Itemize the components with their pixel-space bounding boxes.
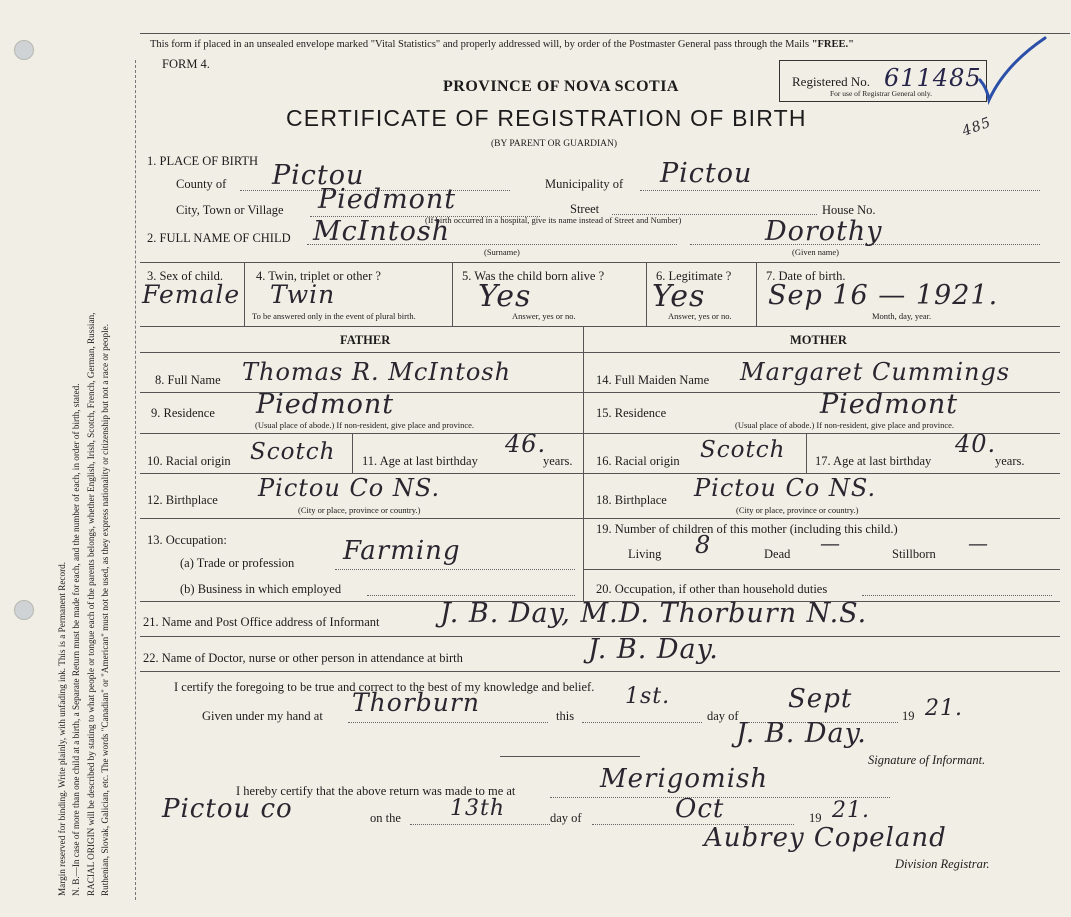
- place-of-birth-label: 1. PLACE OF BIRTH: [147, 154, 259, 168]
- certify-separator: [500, 756, 640, 757]
- living-label: Living: [628, 547, 662, 561]
- doctor-rule: [140, 671, 1060, 672]
- page-title: CERTIFICATE OF REGISTRATION OF BIRTH: [286, 105, 807, 131]
- sex-label: 3. Sex of child.: [147, 269, 224, 283]
- living-value: 8: [695, 531, 712, 559]
- binding-hole: [14, 40, 34, 60]
- mother-row-rule: [583, 569, 1060, 570]
- certify-year-prefix: 19: [902, 709, 915, 723]
- registrar-day-of-label: day of: [550, 811, 582, 825]
- stillborn-value: —: [968, 531, 989, 555]
- father-residence-value: Piedmont: [256, 389, 395, 420]
- city-value: Piedmont: [318, 184, 457, 215]
- municipality-value: Pictou: [660, 158, 753, 189]
- registrar-signature: Aubrey Copeland: [704, 823, 947, 853]
- father-trade-label: (a) Trade or profession: [180, 556, 295, 570]
- father-racial-divider: [352, 433, 353, 473]
- county-value: Pictou: [272, 160, 365, 191]
- form-number: FORM 4.: [162, 57, 210, 71]
- registrar-signature-caption: Division Registrar.: [895, 857, 990, 871]
- father-birthplace-value: Pictou Co NS.: [258, 474, 441, 502]
- hospital-note: (If birth occurred in a hospital, give its name instead of Street and Number): [425, 215, 682, 225]
- doctor-label: 22. Name of Doctor, nurse or other person in attendance at birth: [143, 651, 463, 665]
- registrar-year-prefix: 19: [809, 811, 822, 825]
- legitimate-label: 6. Legitimate ?: [656, 269, 732, 283]
- alive-note: Answer, yes or no.: [512, 311, 576, 321]
- registered-no-value: 611485: [884, 64, 982, 92]
- mother-residence-value: Piedmont: [820, 389, 959, 420]
- certify-day-of-label: day of: [707, 709, 739, 723]
- certify-statement: I certify the foregoing to be true and correct to the best of my knowledge and belief.: [174, 680, 595, 694]
- row3-divider: [646, 262, 647, 326]
- father-name-value: Thomas R. McIntosh: [242, 358, 512, 386]
- alive-label: 5. Was the child born alive ?: [462, 269, 605, 283]
- legitimate-value: Yes: [652, 279, 706, 314]
- mother-birthplace-value: Pictou Co NS.: [694, 474, 877, 502]
- father-row-rule: [140, 518, 583, 519]
- father-birthplace-label: 12. Birthplace: [147, 493, 218, 507]
- father-residence-note: (Usual place of abode.) If non-resident, give place and province.: [255, 420, 475, 430]
- father-name-label: 8. Full Name: [155, 373, 221, 387]
- registrar-county-value: Pictou co: [162, 794, 293, 824]
- certify-month-value: Sept: [788, 684, 853, 714]
- doctor-value: J. B. Day.: [588, 634, 719, 665]
- row3-divider: [452, 262, 453, 326]
- municipality-label: Municipality of: [545, 177, 624, 191]
- row3-bottom-rule: [140, 326, 1060, 327]
- certify-place-line: [348, 722, 548, 723]
- mother-racial-value: Scotch: [700, 437, 786, 463]
- certify-place-value: Thorburn: [352, 688, 480, 717]
- twin-note: To be answered only in the event of plural birth.: [252, 311, 416, 321]
- registrar-day-value: 13th: [450, 796, 506, 821]
- mother-name-value: Margaret Cummings: [740, 358, 1011, 386]
- mother-row-rule: [583, 518, 1060, 519]
- page-subtitle: (BY PARENT OR GUARDIAN): [491, 139, 618, 149]
- given-name-caption: (Given name): [792, 247, 839, 257]
- child-name-label: 2. FULL NAME OF CHILD: [147, 231, 291, 245]
- registrar-month-value: Oct: [675, 794, 725, 824]
- mother-racial-label: 16. Racial origin: [596, 454, 680, 468]
- mother-children-label: 19. Number of children of this mother (including this child.): [596, 522, 898, 536]
- municipality-line: [640, 190, 1040, 191]
- registrar-statement: I hereby certify that the above return was made to me at: [236, 784, 516, 798]
- parents-divider: [583, 326, 584, 601]
- father-occupation-label: 13. Occupation:: [147, 533, 227, 547]
- parents-heading-rule: [140, 352, 1060, 353]
- corner-mark: 485: [960, 114, 994, 140]
- father-business-line: [367, 595, 575, 596]
- province-heading: PROVINCE OF NOVA SCOTIA: [443, 78, 679, 95]
- mother-birthplace-note: (City or place, province or country.): [736, 505, 859, 515]
- house-no-label: House No.: [822, 203, 876, 217]
- binding-margin-line: [135, 60, 136, 900]
- informant-signature: J. B. Day.: [736, 718, 867, 749]
- certify-day-line: [582, 722, 702, 723]
- margin-instructions: [55, 16, 112, 896]
- row3-divider: [756, 262, 757, 326]
- date-value: Sep 16 — 1921.: [768, 280, 999, 311]
- stillborn-label: Stillborn: [892, 547, 936, 561]
- child-surname-value: McIntosh: [313, 216, 451, 247]
- father-racial-label: 10. Racial origin: [147, 454, 231, 468]
- registered-no-label: Registered No.: [792, 74, 870, 89]
- mother-occupation-label: 20. Occupation, if other than household duties: [596, 582, 828, 596]
- informant-value: J. B. Day, M.D. Thorburn N.S.: [440, 598, 868, 629]
- row3-divider: [244, 262, 245, 326]
- mother-age-label: 17. Age at last birthday: [815, 454, 932, 468]
- binding-hole: [14, 600, 34, 620]
- top-rule: [140, 33, 1070, 34]
- informant-label: 21. Name and Post Office address of Informant: [143, 615, 380, 629]
- father-heading: FATHER: [340, 333, 391, 347]
- twin-value: Twin: [270, 280, 336, 309]
- twin-label: 4. Twin, triplet or other ?: [256, 269, 381, 283]
- father-trade-line: [335, 569, 575, 570]
- mother-occupation-line: [862, 595, 1052, 596]
- mother-name-label: 14. Full Maiden Name: [596, 373, 710, 387]
- father-birthplace-note: (City or place, province or country.): [298, 505, 421, 515]
- registrar-day-line: [410, 824, 550, 825]
- father-years: years.: [543, 454, 573, 468]
- registrar-place-value: Merigomish: [600, 764, 769, 794]
- given-under-label: Given under my hand at: [202, 709, 323, 723]
- alive-value: Yes: [478, 279, 532, 314]
- legitimate-note: Answer, yes or no.: [668, 311, 732, 321]
- county-label: County of: [176, 177, 227, 191]
- date-label: 7. Date of birth.: [766, 269, 846, 283]
- street-label: Street: [570, 202, 600, 216]
- surname-caption: (Surname): [484, 247, 520, 257]
- check-mark-icon: [975, 30, 1055, 110]
- dead-value: —: [820, 531, 841, 555]
- certify-this-label: this: [556, 709, 575, 723]
- father-residence-label: 9. Residence: [151, 406, 215, 420]
- mother-heading: MOTHER: [790, 333, 847, 347]
- margin-line: N. B.—In case of more than one child at a birth, a Separate Return must be made for each, and the number of each, in order of birth, stated.: [71, 383, 82, 896]
- dead-label: Dead: [764, 547, 791, 561]
- mother-birthplace-label: 18. Birthplace: [596, 493, 667, 507]
- sex-value: Female: [142, 280, 241, 309]
- mother-residence-label: 15. Residence: [596, 406, 667, 420]
- certify-day-value: 1st.: [625, 684, 671, 709]
- mail-notice: This form if placed in an unsealed envelope marked "Vital Statistics" and properly addressed will, by order of the Postmaster General pass through the Mails "FREE.": [150, 39, 854, 50]
- informant-signature-caption: Signature of Informant.: [868, 753, 986, 767]
- father-age-value: 46.: [505, 430, 547, 458]
- margin-line: Margin reserved for binding. Write plainly, with unfading ink. This is a Permanent Record.: [57, 561, 67, 896]
- child-given-value: Dorothy: [765, 216, 883, 247]
- mother-age-value: 40.: [955, 430, 997, 458]
- margin-line: RACIAL ORIGIN will be described by stating to what people or tongue each of the parents belongs, whether English, Irish, Scotch, French, German, Russian,: [85, 312, 96, 896]
- margin-line: Ruthenian, Slovak, Galician, etc. The words "Canadian" or "American" must not be used, as they express nationality or citizenship but not a race or people.: [99, 323, 110, 896]
- city-label: City, Town or Village: [176, 203, 284, 217]
- registrar-on-label: on the: [370, 811, 401, 825]
- date-note: Month, day, year.: [872, 311, 932, 321]
- father-business-label: (b) Business in which employed: [180, 582, 342, 596]
- registrar-year-value: 21.: [832, 798, 870, 823]
- mother-residence-note: (Usual place of abode.) If non-resident, give place and province.: [735, 420, 955, 430]
- father-racial-value: Scotch: [250, 439, 336, 465]
- registered-no-note: For use of Registrar General only.: [830, 89, 932, 98]
- father-age-label: 11. Age at last birthday: [362, 454, 478, 468]
- father-trade-value: Farming: [343, 536, 461, 566]
- certify-year-value: 21.: [925, 696, 963, 721]
- row3-top-rule: [140, 262, 1060, 263]
- mother-years: years.: [995, 454, 1025, 468]
- mother-racial-divider: [806, 433, 807, 473]
